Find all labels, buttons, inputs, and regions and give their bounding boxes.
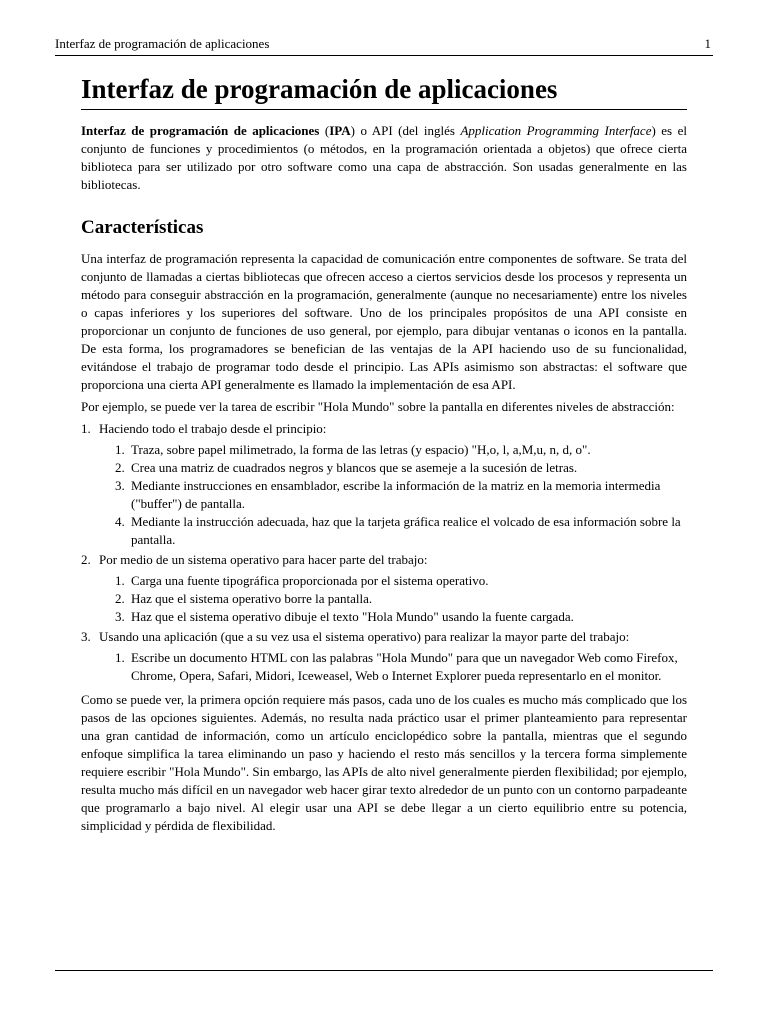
- sub-list-item-number: 2.: [115, 591, 125, 606]
- sub-list-item-number: 1.: [115, 442, 125, 457]
- list-item: [81, 628, 687, 685]
- intro-text-2: ) o API (del inglés: [350, 123, 461, 138]
- article-body: [81, 72, 687, 835]
- list-item-text: Por medio de un sistema operativo para hacer parte del trabajo:: [99, 552, 428, 567]
- body-paragraph: Por ejemplo, se puede ver la tarea de escribir "Hola Mundo" sobre la pantalla en diferentes niveles de abstracción:: [81, 399, 675, 414]
- sub-list-item: [99, 477, 687, 513]
- intro-term: Interfaz de programación de aplicaciones: [81, 123, 320, 138]
- sub-list-item-text: Traza, sobre papel milimetrado, la forma de las letras (y espacio) "H,o, l, a,M,u, n, d, o".: [131, 442, 591, 457]
- page-number: 1: [704, 36, 711, 51]
- sub-list-item-number: 4.: [115, 514, 125, 529]
- list-item: [81, 420, 687, 549]
- sub-list-item: [99, 513, 687, 549]
- list-item-number: 3.: [81, 629, 91, 644]
- intro-text-3: ) es el conjunto de funciones y procedimientos (o métodos, en la programación orientada a objetos) que ofrece cierta biblioteca para ser utilizado por otro software como una capa de abstracción. Son usadas generalmente en las bibliotecas.: [81, 123, 687, 192]
- running-header-title: Interfaz de programación de aplicaciones: [55, 36, 270, 51]
- sub-list-item-number: 3.: [115, 478, 125, 493]
- sub-list-item: [99, 590, 687, 608]
- sub-list-item-text: Mediante la instrucción adecuada, haz que la tarjeta gráfica realice el volcado de esa información sobre la pantalla.: [131, 514, 681, 547]
- sub-list-item-text: Carga una fuente tipográfica proporcionada por el sistema operativo.: [131, 573, 489, 588]
- sub-list: [99, 649, 687, 685]
- body-paragraph: Una interfaz de programación representa la capacidad de comunicación entre componentes de software. Se trata del conjunto de llamadas a ciertas bibliotecas que ofrecen acceso a ciertos servicios desde los procesos y representa un método para conseguir abstracción en la programación, generalmente (aunque no necesariamente) entre los niveles o capas inferiores y los superiores del software. Uno de los principales propósitos de una API consiste en proporcionar un conjunto de funciones de uso general, por ejemplo, para dibujar ventanas o iconos en la pantalla. De esta forma, los programadores se benefician de las ventajas de la API haciendo uso de su funcionalidad, evitándose el trabajo de programar todo desde el principio. Las APIs asimismo son abstractas: el software que proporciona una cierta API generalmente es llamado la implementación de esa API.: [81, 251, 687, 392]
- sub-list-item: [99, 649, 687, 685]
- sub-list-item-text: Crea una matriz de cuadrados negros y blancos que se asemeje a la sucesión de letras.: [131, 460, 578, 475]
- intro-abbreviation: IPA: [329, 123, 351, 138]
- running-header: [55, 34, 713, 54]
- conclusion-paragraph: Como se puede ver, la primera opción requiere más pasos, cada uno de los cuales es mucho más complicado que los pasos de las opciones siguientes. Además, no resulta nada práctico usar el primer planteamiento para representar una gran cantidad de información, como un artículo enciclopédico sobre la pantalla, mientras que el segundo enfoque simplifica la tarea eliminando un paso y haciendo el resto más sencillos y la tercera forma simplemente requiere escribir "Hola Mundo". Sin embargo, las APIs de alto nivel generalmente pierden flexibilidad; por ejemplo, resulta mucho más difícil en un navegador web hacer girar texto alrededor de un punto con un contorno parpadeante que programarlo a bajo nivel. Al elegir usar una API se debe llegar a un cierto equilibrio entre su potencia, simplicidad y pérdida de flexibilidad.: [81, 692, 687, 833]
- sub-list-item-number: 1.: [115, 573, 125, 588]
- intro-english-term: Application Programming Interface: [460, 123, 652, 138]
- sub-list-item-number: 1.: [115, 650, 125, 665]
- list-item-text: Haciendo todo el trabajo desde el principio:: [99, 421, 327, 436]
- sub-list-item-text: Escribe un documento HTML con las palabras "Hola Mundo" para que un navegador Web como Firefox, Chrome, Opera, Safari, Midori, Iceweasel, Web o Internet Explorer pueda representarlo en el monitor.: [131, 650, 678, 683]
- intro-paragraph: [81, 122, 687, 194]
- sub-list-item-number: 3.: [115, 609, 125, 624]
- sub-list-item: [99, 572, 687, 590]
- header-rule: [55, 55, 713, 56]
- sub-list-item: [99, 441, 687, 459]
- section-heading-caracteristicas: Características: [81, 217, 204, 238]
- article-title: Interfaz de programación de aplicaciones: [81, 72, 687, 110]
- list-item-number: 1.: [81, 421, 91, 436]
- list-item-number: 2.: [81, 552, 91, 567]
- sub-list-item-text: Haz que el sistema operativo borre la pantalla.: [131, 591, 373, 606]
- list-item-text: Usando una aplicación (que a su vez usa el sistema operativo) para realizar la mayor parte del trabajo:: [99, 629, 630, 644]
- sub-list-item-text: Haz que el sistema operativo dibuje el texto "Hola Mundo" usando la fuente cargada.: [131, 609, 574, 624]
- sub-list: [99, 441, 687, 549]
- sub-list: [99, 572, 687, 626]
- sub-list-item-text: Mediante instrucciones en ensamblador, escribe la información de la matriz en la memoria intermedia ("buffer") de pantalla.: [131, 478, 661, 511]
- list-item: [81, 551, 687, 626]
- sub-list-item: [99, 608, 687, 626]
- abstraction-levels-list: [81, 420, 687, 685]
- sub-list-item: [99, 459, 687, 477]
- sub-list-item-number: 2.: [115, 460, 125, 475]
- footer-rule: [55, 970, 713, 971]
- intro-text-1: (: [319, 123, 330, 138]
